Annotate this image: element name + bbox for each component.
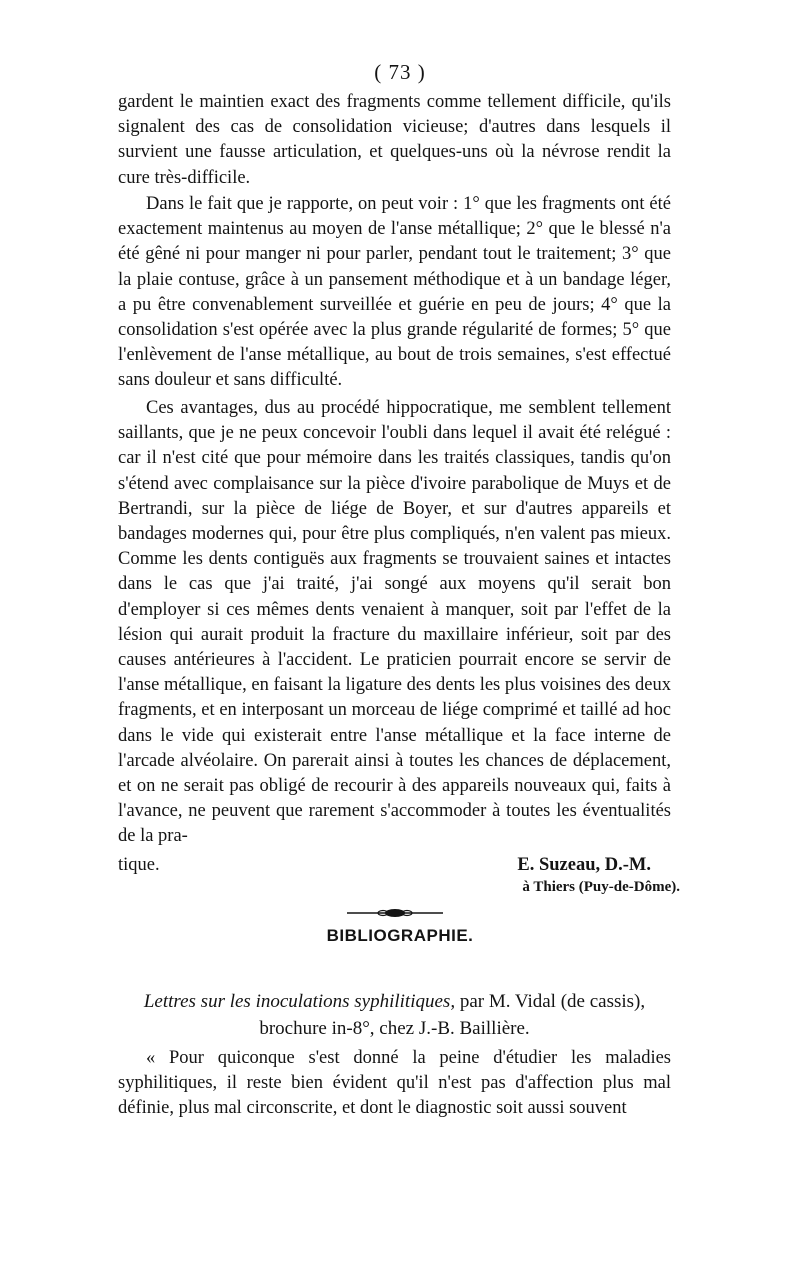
paragraph-1-block: [118, 90, 671, 191]
section-heading: BIBLIOGRAPHIE.: [326, 926, 474, 945]
author-signature: E. Suzeau, D.-M.: [517, 855, 651, 875]
book-author: par M. Vidal (de cassis),: [459, 991, 646, 1012]
ornament-divider-icon: [345, 907, 445, 919]
paragraph-3-end: tique.: [118, 855, 160, 875]
book-details: brochure in-8°, chez J.-B. Baillière.: [259, 1018, 530, 1039]
paragraph-3: Ces avantages, dus au procédé hippocratique, me semblent tellement saillants, que je ne peux concevoir l'oubli dans lequel il avait été relégué : car il n'est cité que pour mémoire dans les traités classiques, tandis qu'on s'étend avec complaisance sur la pièce d'ivoire parabolique de Muys et de Bertrandi, sur la pièce de liége de Boyer, et sur d'autres appareils et bandages modernes qui, pour être plus compliqués, n'en valent pas mieux. Comme les dents contiguës aux fragments se trouvaient saines et intactes dans le cas que j'ai traité, j'ai songé aux moyens qu'il serait bon d'employer si ces mêmes dents venaient à manquer, soit par l'effet de la lésion qui aurait produit la fracture du maxillaire inférieur, soit par des causes antérieures à l'accident. Le praticien pourrait encore se servir de l'anse métallique, en faisant la ligature des dents les plus voisines des deux fragments, et en interposant un morceau de liége comprimé et taillé ad hoc dans le vide qui existerait entre l'anse métallique et la face interne de l'arcade alvéolaire. On parerait ainsi à toutes les chances de déplacement, et on ne serait pas obligé de recourir à des appareils nouveaux qui, faits à l'avance, ne peuvent que rarement s'accommoder à toutes les éventualités de la pra-: [118, 398, 671, 847]
paragraph-3-block: [118, 396, 671, 850]
paragraph-1: gardent le maintien exact des fragments comme tellement difficile, qu'ils signalent des cas de consolidation vicieuse; d'autres dans lesquels il survient une fausse articulation, et quelques-uns où la névrose rendit la cure très-difficile.: [118, 92, 671, 188]
paragraph-2: Dans le fait que je rapporte, on peut voir : 1° que les fragments ont été exactement maintenus au moyen de l'anse métallique; 2° que le blessé n'a été gêné ni pour manger ni pour parler, pendant tout le traitement; 3° que la plaie contuse, grâce à un pansement méthodique et à un bandage léger, a pu être convenablement surveillée et guérie en peu de jours; 4° que la consolidation s'est opérée avec la plus grande régularité de formes; 5° que l'enlèvement de l'anse métallique, au bout de trois semaines, s'est effectué sans douleur et sans difficulté.: [118, 194, 671, 391]
book-reference: [118, 988, 671, 1042]
page-number: ( 73 ): [374, 60, 426, 84]
book-title: Lettres sur les inoculations syphilitiques,: [143, 991, 456, 1012]
author-location: à Thiers (Puy-de-Dôme).: [522, 879, 680, 895]
paragraph-2-block: [118, 192, 671, 394]
paragraph-4-block: [118, 1046, 671, 1122]
paragraph-4: « Pour quiconque s'est donné la peine d'étudier les maladies syphilitiques, il reste bien évident qu'il n'est pas d'affection plus mal définie, plus mal circonscrite, et dont le diagnostic soit aussi souvent: [118, 1048, 671, 1119]
